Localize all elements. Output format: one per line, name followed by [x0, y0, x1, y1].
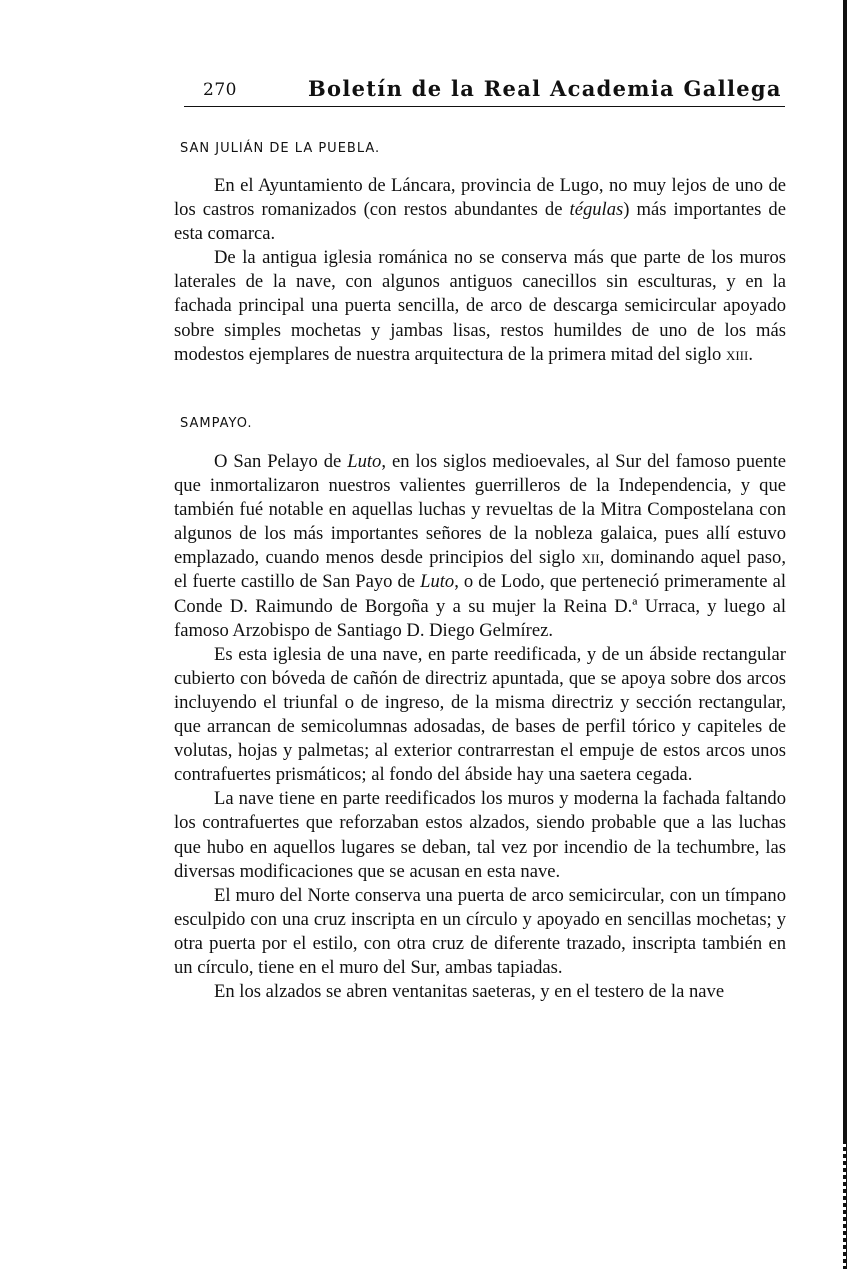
roman-numeral: xiii: [725, 343, 749, 365]
section-body-sampayo: [174, 450, 786, 1004]
paragraph: [174, 246, 786, 366]
text-run: En el Ayuntamiento de Láncara, provincia de Lugo, no muy lejos de uno de los castros romanizados (con restos abundantes de: [174, 175, 786, 221]
paragraph: [174, 174, 786, 246]
section-heading-san-julian: SAN JULIÁN DE LA PUEBLA.: [180, 141, 381, 156]
italic-term: tégulas: [569, 199, 624, 221]
scan-edge-shadow-lower: [843, 1140, 846, 1269]
paragraph: Es esta iglesia de una nave, en parte reedificada, y de un ábside rectangular cubierto con bóveda de cañón de directriz apuntada, que se apoya sobre dos arcos incluyendo el triunfal o de ingreso, de la misma directriz y sección rectangular, que arrancan de semicolumnas adosadas, de bases de perfil tórico y capiteles de volutas, hojas y palmetas; al exterior contrarrestan el empuje de estos arcos unos contrafuertes prismáticos; al fondo del ábside hay una saetera cegada.: [174, 643, 786, 786]
paragraph: [174, 450, 786, 643]
scan-edge-shadow: [843, 0, 847, 1269]
text-run: , o de Lodo, que perteneció primeramente al Conde D. Raimundo de Borgoña y a su mujer la Reina D.ª Urraca, y luego al famoso Arzobispo de Santiago D. Diego Gelmírez.: [174, 571, 786, 641]
roman-numeral: xii: [581, 547, 600, 569]
running-header: [200, 74, 785, 104]
header-rule: [184, 106, 785, 107]
paragraph: El muro del Norte conserva una puerta de arco semicircular, con un tímpano esculpido con una cruz inscripta en un círculo y apoyado en sencillas mochetas; y otra puerta por el estilo, con otra cruz de diferente trazado, inscripta también en un círculo, tiene en el muro del Sur, ambas tapiadas.: [174, 884, 786, 978]
text-run: De la antigua iglesia románica no se conserva más que parte de los muros laterales de la nave, con algunos antiguos canecillos sin esculturas, y en la fachada principal una puerta sencilla, de arco de descarga semicircular apoyado sobre simples mochetas y jambas lisas, restos humildes de uno de los más modestos ejemplares de nuestra arquitectura de la primera mitad del siglo: [174, 247, 786, 365]
text-run: O San Pelayo de: [214, 451, 348, 472]
page-number: 270: [203, 80, 237, 100]
text-run: ) más importantes de esta comarca.: [174, 199, 786, 245]
italic-term: Luto: [347, 451, 382, 472]
text-run: , en los siglos medioevales, al Sur del famoso puente que inmortalizaron nuestros valientes guerrilleros de la Independencia, y que también fué notable en aquellas luchas y revueltas de la Mitra Compostelana con algunos de los más importantes señores de la nobleza galaica, pues allí estuvo emplazado, cuando menos desde principios del siglo: [174, 451, 786, 569]
paragraph: En los alzados se abren ventanitas saeteras, y en el testero de la nave: [214, 981, 725, 1003]
italic-term: Luto: [420, 571, 455, 593]
paragraph: La nave tiene en parte reedificados los muros y moderna la fachada faltando los contrafuertes que reforzaban estos alzados, siendo probable que a las luchas que hubo en aquellos lugares se deban, tal vez por incendio de la techumbre, las diversas modificaciones que se acusan en esta nave.: [174, 788, 786, 882]
section-heading-sampayo: SAMPAYO.: [180, 416, 253, 431]
text-run: , dominando aquel paso, el fuerte castillo de San Payo de: [174, 547, 786, 593]
text-run: .: [748, 343, 753, 365]
section-body-san-julian: [174, 174, 786, 367]
journal-title: Boletín de la Real Academia Gallega: [308, 76, 782, 101]
